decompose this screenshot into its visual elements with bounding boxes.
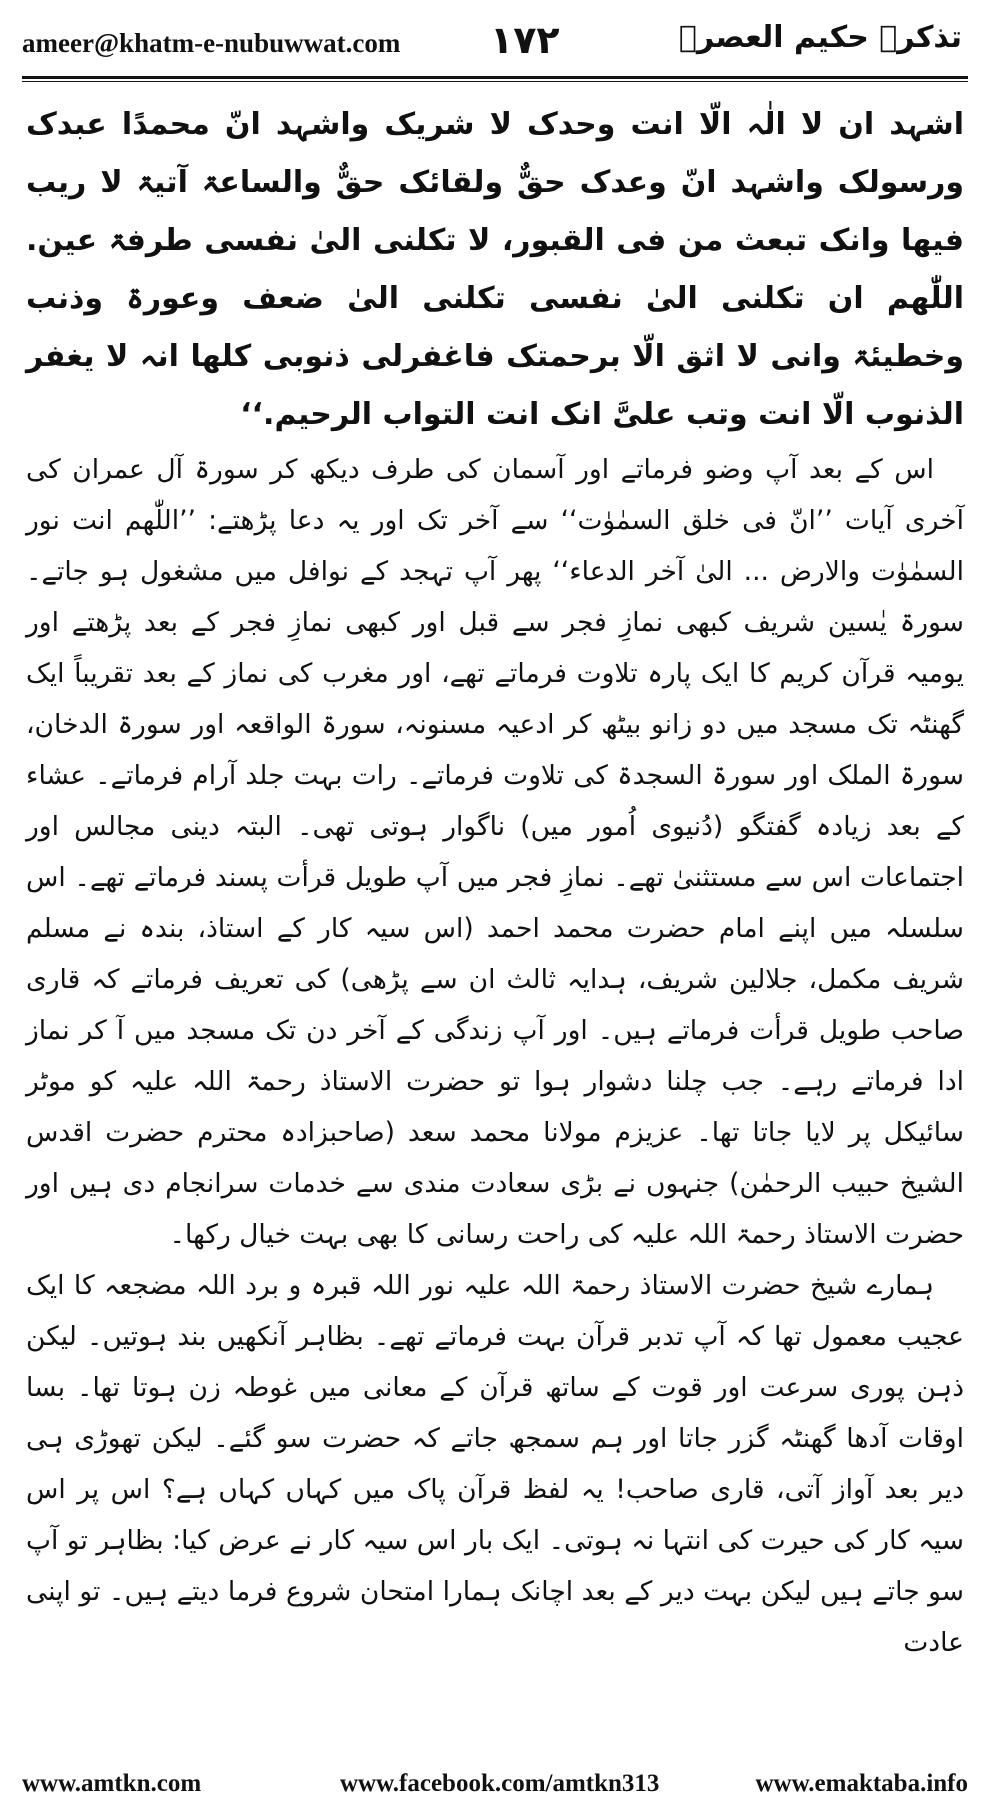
page-number: ۱۷۲	[490, 18, 560, 62]
footer-link-facebook[interactable]: www.facebook.com/amtkn313	[340, 1770, 660, 1797]
page-body	[26, 96, 964, 1756]
header-rule-thin	[22, 81, 968, 82]
paragraph-quran-reflection: ہمارے شیخ حضرت الاستاذ رحمۃ اللہ علیہ نور اللہ قبرہ و برد اللہ مضجعہ کا ایک عجیب معمول تھا کہ آپ تدبر قرآن بہت فرماتے تھے۔ بظاہر آنکھیں بند ہوتیں۔ لیکن ذہن پوری سرعت اور قوت کے ساتھ قرآن کے معانی میں غوطہ زن ہوتا تھا۔ بسا اوقات آدھا گھنٹہ گزر جاتا اور ہم سمجھ جاتے کہ حضرت سو گئے۔ لیکن تھوڑی ہی دیر بعد آواز آتی، قاری صاحب! یہ لفظ قرآن پاک میں کہاں کہاں ہے؟ اس پر اس سیہ کار کی حیرت کی انتہا نہ ہوتی۔ ایک بار اس سیہ کار نے عرض کیا: بظاہر تو آپ سو جاتے ہیں لیکن بہت دیر کے بعد اچانک ہمارا امتحان شروع فرما دیتے ہیں۔ تو اپنی عادت	[26, 1270, 964, 1658]
page-footer	[22, 1770, 968, 1802]
book-title: تذکرہ حکیم العصرؒ	[678, 20, 962, 55]
page-header	[22, 18, 968, 78]
arabic-dua: اشہد ان لا الٰہ الّا انت وحدک لا شریک واشہد انّ محمدًا عبدک ورسولک واشہد انّ وعدک حقٌّ ولقائک حقٌّ والساعۃ آتیۃ لا ریب فیھا وانک تبعث من فی القبور، لا تکلنی الیٰ نفسی طرفۃ عین. اللّٰھم ان تکلنی الیٰ نفسی تکلنی الیٰ ضعف وعورۃ وذنب وخطیئۃ وانی لا اثق الّا برحمتک فاغفرلی ذنوبی کلھا انہ لا یغفر الذنوب الّا انت وتب علیَّ انک انت التواب الرحیم.‘‘	[26, 107, 964, 432]
footer-link-amtkn[interactable]: www.amtkn.com	[22, 1770, 202, 1797]
header-rule	[22, 76, 968, 79]
paragraph-routine: اس کے بعد آپ وضو فرماتے اور آسمان کی طرف دیکھ کر سورۃ آل عمران کی آخری آیات ’’انّ فی خلق السمٰوٰت‘‘ سے آخر تک اور یہ دعا پڑھتے: ’’اللّٰھم انت نور السمٰوٰت والارض ... الیٰ آخر الدعاء‘‘ پھر آپ تہجد کے نوافل میں مشغول ہو جاتے۔ سورۃ یٰسین شریف کبھی نمازِ فجر سے قبل اور کبھی نمازِ فجر کے بعد پڑھتے اور یومیہ قرآن کریم کا ایک پارہ تلاوت فرماتے تھے، اور مغرب کی نماز کے بعد تقریباً ایک گھنٹہ تک مسجد میں دو زانو بیٹھ کر ادعیہ مسنونہ، سورۃ الواقعہ اور سورۃ الدخان، سورۃ الملک اور سورۃ السجدۃ کی تلاوت فرماتے۔ رات بہت جلد آرام فرماتے۔ عشاء کے بعد زیادہ گفتگو (دُنیوی اُمور میں) ناگوار ہوتی تھی۔ البتہ دینی مجالس اور اجتماعات اس سے مستثنیٰ تھے۔ نمازِ فجر میں آپ طویل قرأت پسند فرماتے تھے۔ اس سلسلہ میں اپنے امام حضرت محمد احمد (اس سیہ کار کے استاذ، بندہ نے مسلم شریف مکمل، جلالین شریف، ہدایہ ثالث ان سے پڑھی) کی تعریف فرماتے کہ قاری صاحب طویل قرأت فرماتے ہیں۔ اور آپ زندگی کے آخر دن تک مسجد میں آ کر نماز ادا فرماتے رہے۔ جب چلنا دشوار ہوا تو حضرت الاستاذ رحمۃ اللہ علیہ کو موٹر سائیکل پر لایا جاتا تھا۔ عزیزم مولانا محمد سعد (صاحبزادہ محترم حضرت اقدس الشیخ حبیب الرحمٰن) جنہوں نے بڑی سعادت مندی سے خدمات سرانجام دی ہیں اور حضرت الاستاذ رحمۃ اللہ علیہ کی راحت رسانی کا بھی بہت خیال رکھا۔	[26, 454, 964, 1250]
header-email: ameer@khatm-e-nubuwwat.com	[22, 28, 401, 58]
footer-link-emaktaba[interactable]: www.emaktaba.info	[755, 1770, 968, 1797]
